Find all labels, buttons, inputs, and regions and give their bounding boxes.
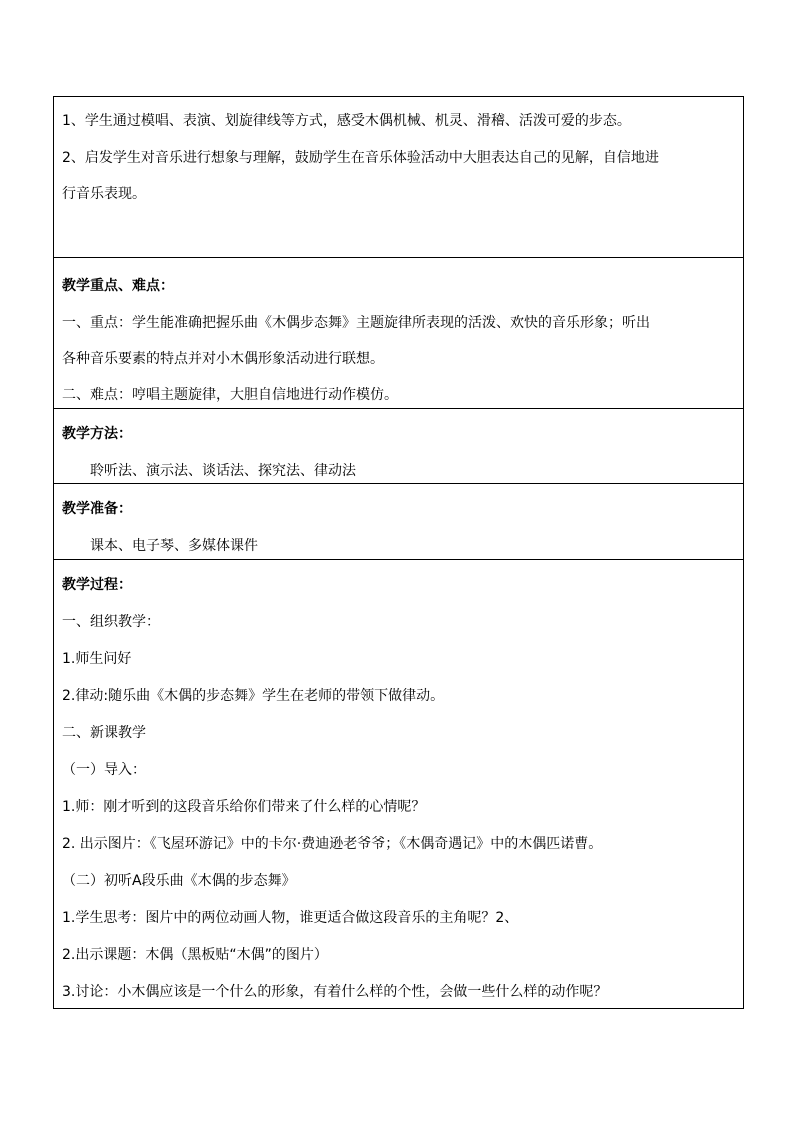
process-line: （二）初听A段乐曲《木偶的步态舞》	[62, 873, 296, 889]
process-line: 1.师生问好	[62, 651, 132, 667]
process-line: （一）导入：	[62, 762, 146, 778]
process-section	[54, 559, 743, 1008]
process-line: 1.学生思考：图片中的两位动画人物，谁更适合做这段音乐的主角呢？2、	[62, 910, 519, 926]
methods-heading: 教学方法：	[62, 426, 132, 442]
methods-content: 聆听法、演示法、谈话法、探究法、律动法	[90, 463, 356, 479]
key-points-heading: 教学重点、难点：	[62, 278, 174, 294]
process-line: 1.师：刚才听到的这段音乐给你们带来了什么样的心情呢？	[62, 799, 426, 815]
process-line: 一、组织教学：	[62, 614, 160, 630]
process-line: 2.律动:随乐曲《木偶的步态舞》学生在老师的带领下做律动。	[62, 688, 445, 704]
process-line: 二、新课教学	[62, 725, 146, 741]
methods-section	[54, 408, 743, 483]
objective-item-1: 1、学生通过模唱、表演、划旋律线等方式，感受木偶机械、机灵、滑稽、活泼可爱的步态。	[62, 113, 631, 129]
objectives-section	[54, 112, 743, 257]
preparation-section	[54, 483, 743, 559]
preparation-content: 课本、电子琴、多媒体课件	[90, 538, 258, 554]
process-line: 2.出示课题：木偶（黑板贴“木偶”的图片）	[62, 947, 328, 963]
preparation-heading: 教学准备：	[62, 501, 132, 517]
process-heading: 教学过程：	[62, 577, 132, 593]
objective-item-2-line-1: 2、启发学生对音乐进行想象与理解，鼓励学生在音乐体验活动中大胆表达自己的见解，自信地进	[62, 150, 659, 166]
key-point-1-line-2: 各种音乐要素的特点并对小木偶形象活动进行联想。	[62, 351, 384, 367]
process-line: 2. 出示图片：《飞屋环游记》中的卡尔·费迪逊老爷爷；《木偶奇遇记》中的木偶匹诺曹。	[62, 836, 603, 852]
key-points-section	[54, 257, 743, 408]
key-point-2: 二、难点：哼唱主题旋律，大胆自信地进行动作模仿。	[62, 387, 398, 403]
lesson-plan-table	[53, 96, 744, 1009]
key-point-1-line-1: 一、重点：学生能准确把握乐曲《木偶步态舞》主题旋律所表现的活泼、欢快的音乐形象；听出	[62, 315, 650, 331]
objective-item-2-line-2: 行音乐表现。	[62, 186, 146, 202]
process-line: 3.讨论：小木偶应该是一个什么的形象，有着什么样的个性，会做一些什么样的动作呢？	[62, 984, 608, 1000]
